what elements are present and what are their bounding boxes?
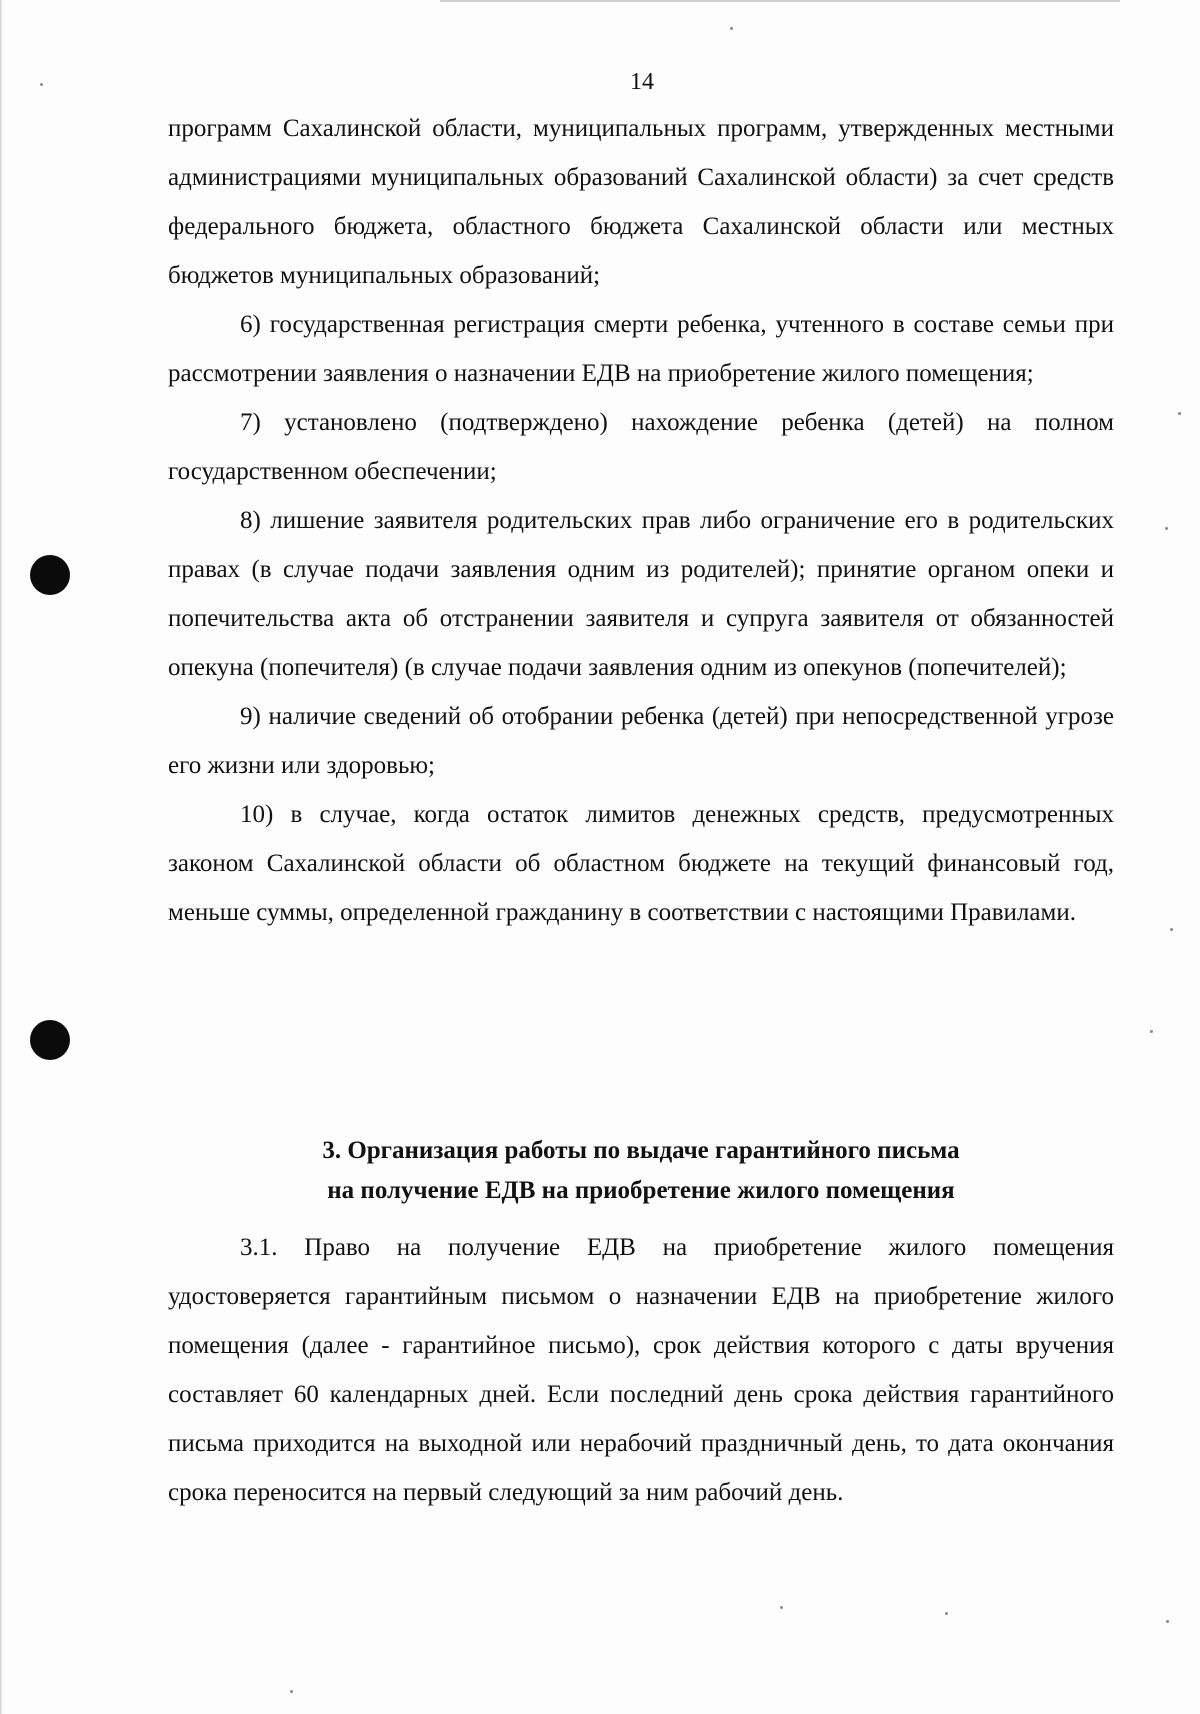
paragraph-item-10: 10) в случае, когда остаток лимитов денежных средств, предусмотренных законом Сахалинской области об областном бюджете на текущий финансовый год, меньше суммы, определенной гражданину в соответствии с настоящими Правилами. <box>168 801 1114 926</box>
paragraph-item-7: 7) установлено (подтверждено) нахождение ребенка (детей) на полном государственном обеспечении; <box>168 409 1114 485</box>
scan-speck <box>40 83 43 86</box>
text-column-top <box>168 104 1114 937</box>
paragraph-continuation: программ Сахалинской области, муниципальных программ, утвержденных местными администрациями муниципальных образований Сахалинской области) за счет средств федерального бюджета, областного бюджета Сахалинской области или местных бюджетов муниципальных образований; <box>168 115 1114 289</box>
scan-speck <box>1170 928 1173 931</box>
section-heading-line-2: на получение ЕДВ на приобретение жилого помещения <box>327 1177 955 1204</box>
scan-speck <box>730 27 733 30</box>
scan-speck <box>1166 1620 1169 1623</box>
punch-hole-icon <box>30 555 70 595</box>
section-heading-line-1: 3. Организация работы по выдаче гарантийного письма <box>322 1137 960 1164</box>
section-heading <box>168 1131 1114 1211</box>
text-column-bottom <box>168 1223 1114 1517</box>
scan-edge-top <box>440 0 1120 2</box>
page-number: 14 <box>630 69 654 95</box>
paragraph-item-9: 9) наличие сведений об отобрании ребенка (детей) при непосредственной угрозе его жизни или здоровью; <box>168 703 1114 779</box>
paragraph-3-1: 3.1. Право на получение ЕДВ на приобретение жилого помещения удостоверяется гарантийным письмом о назначении ЕДВ на приобретение жилого помещения (далее - гарантийное письмо), срок действия которого с даты вручения составляет 60 календарных дней. Если последний день срока действия гарантийного письма приходится на выходной или нерабочий праздничный день, то дата окончания срока переносится на первый следующий за ним рабочий день. <box>168 1234 1114 1506</box>
scan-speck <box>1178 412 1181 415</box>
scan-speck <box>290 1690 293 1693</box>
punch-hole-icon <box>30 1020 70 1060</box>
scan-speck <box>945 1612 948 1615</box>
paragraph-item-6: 6) государственная регистрация смерти ребенка, учтенного в составе семьи при рассмотрении заявления о назначении ЕДВ на приобретение жилого помещения; <box>168 311 1114 387</box>
paragraph-item-8: 8) лишение заявителя родительских прав либо ограничение его в родительских правах (в случае подачи заявления одним из родителей); принятие органом опеки и попечительства акта об отстранении заявителя и супруга заявителя от обязанностей опекуна (попечителя) (в случае подачи заявления одним из опекунов (попечителей); <box>168 507 1114 681</box>
scan-edge-left <box>0 0 3 1714</box>
scan-speck <box>1150 1030 1153 1033</box>
scan-speck <box>1165 527 1168 530</box>
scan-speck <box>780 1606 783 1609</box>
